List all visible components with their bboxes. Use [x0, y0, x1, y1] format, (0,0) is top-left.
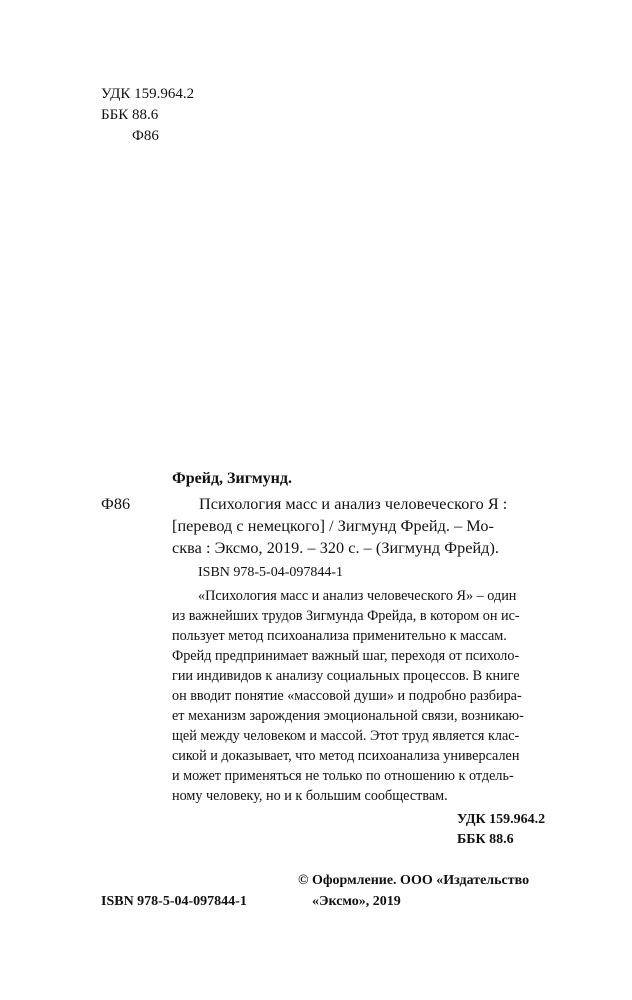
author-heading: Фрейд, Зигмунд.	[172, 470, 292, 487]
description-line-2: [перевод с немецкого] / Зигмунд Фрейд. – Мо-	[172, 517, 494, 535]
annotation-line: сикой и доказывает, что метод психоанализа универсален	[172, 748, 520, 764]
annotation	[172, 586, 612, 806]
header-bbk: ББК 88.6	[101, 107, 159, 123]
annotation-line: ному человеку, но и к большим сообществам.	[172, 788, 448, 804]
record-author-mark: Ф86	[101, 495, 131, 513]
annotation-line: «Психология масс и анализ человеческого Я» – один	[198, 588, 517, 604]
description-line-3: сква : Эксмо, 2019. – 320 с. – (Зигмунд Фрейд).	[172, 539, 499, 557]
header-author-mark: Ф86	[132, 128, 159, 144]
annotation-line: гии индивидов к анализу социальных процессов. В книге	[172, 668, 520, 684]
annotation-line: Фрейд предпринимает важный шаг, переходя от психоло-	[172, 648, 520, 664]
annotation-line: щей между человеком и массой. Этот труд является клас-	[172, 728, 520, 744]
annotation-line: ет механизм зарождения эмоциональной связи, возникаю-	[172, 708, 524, 724]
copyright-line-1: © Оформление. ООО «Издательство	[298, 873, 530, 888]
annotation-line: пользует метод психоанализа применительно к массам.	[172, 628, 507, 644]
annotation-line: из важнейших трудов Зигмунда Фрейда, в котором он ис-	[172, 608, 520, 624]
copyright-line-2: «Эксмо», 2019	[312, 894, 401, 909]
footer-isbn: ISBN 978-5-04-097844-1	[101, 894, 247, 909]
description-line-1: Психология масс и анализ человеческого Я :	[199, 495, 508, 513]
classification-bbk: ББК 88.6	[457, 832, 514, 847]
annotation-line: и может применяться не только по отношению к отдель-	[172, 768, 514, 784]
record-isbn: ISBN 978-5-04-097844-1	[198, 565, 344, 580]
classification-udk: УДК 159.964.2	[457, 812, 546, 827]
header-udk: УДК 159.964.2	[101, 86, 195, 102]
annotation-line: он вводит понятие «массовой души» и подробно разбира-	[172, 688, 522, 704]
